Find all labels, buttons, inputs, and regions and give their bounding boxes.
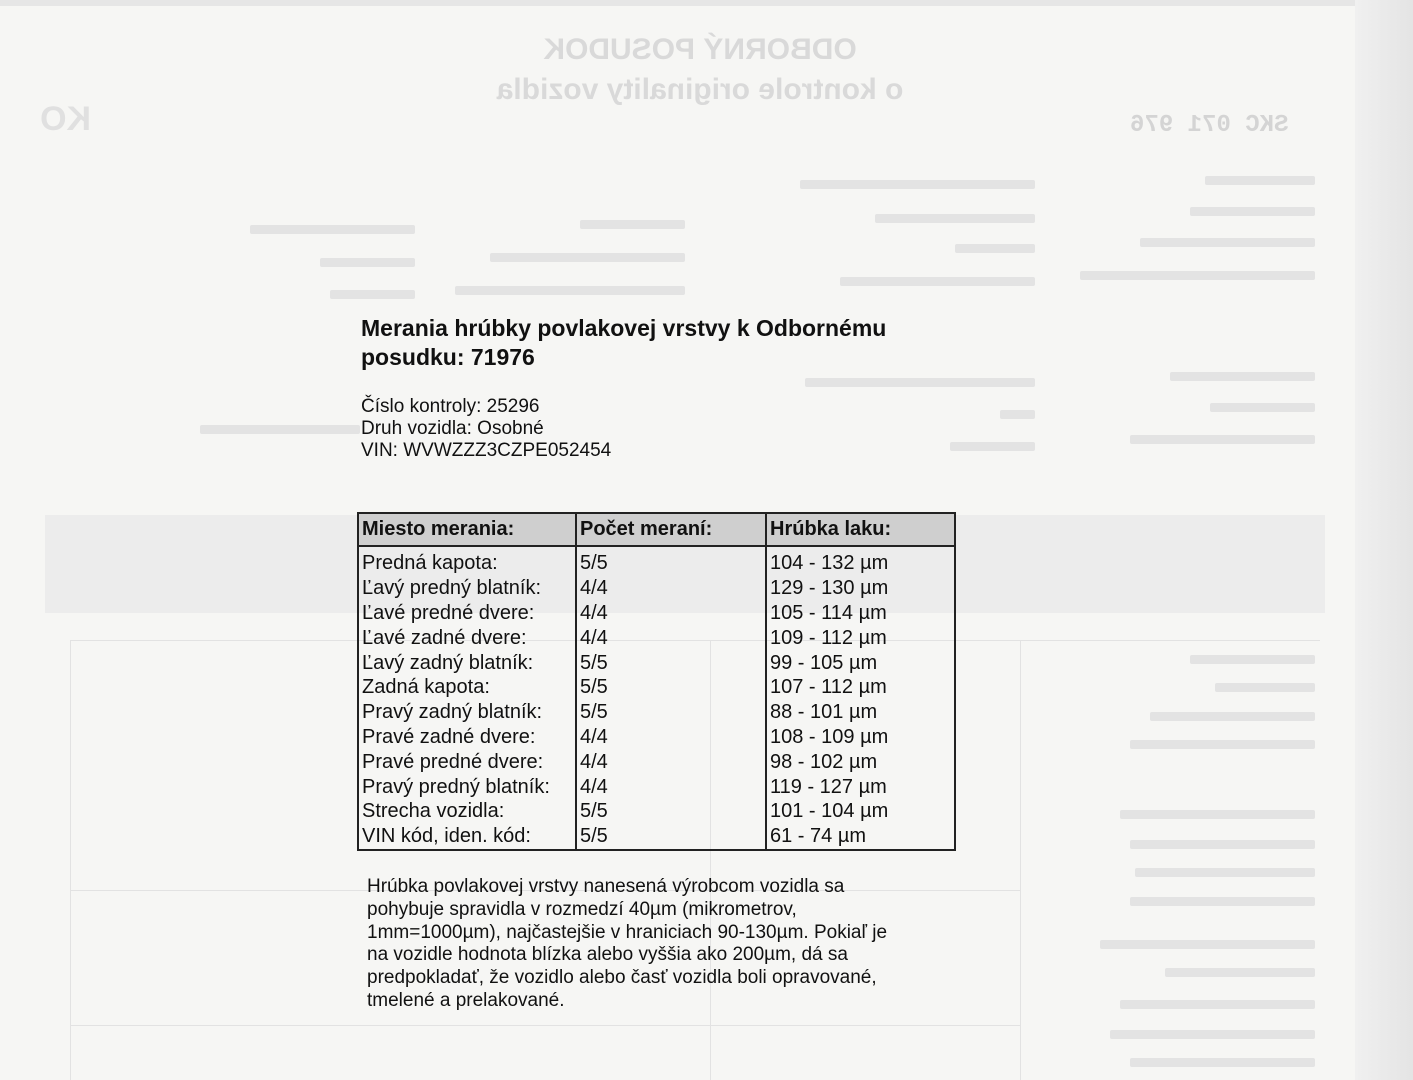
note-line: tmelené a prelakované. — [367, 989, 565, 1011]
note-line: pohybuje spravidla v rozmedzí 40µm (mikrometrov, — [367, 898, 797, 920]
cell-location: Ľavý predný blatník: — [358, 576, 576, 601]
measurement-table — [357, 512, 956, 851]
cell-count: 4/4 — [576, 601, 766, 626]
ghost-text-line — [1130, 1058, 1315, 1067]
table-row — [358, 749, 955, 774]
cell-thickness: 109 - 112 µm — [766, 625, 955, 650]
ghost-text-line — [1150, 712, 1315, 721]
ghost-text-line — [580, 220, 685, 229]
cell-count: 5/5 — [576, 675, 766, 700]
ghost-text-line — [1130, 897, 1315, 906]
scan-top-edge — [0, 0, 1413, 6]
cell-location: Pravé zadné dvere: — [358, 725, 576, 750]
table-row — [358, 824, 955, 850]
cell-location: Ľavé predné dvere: — [358, 601, 576, 626]
table-row — [358, 625, 955, 650]
ghost-text-line — [1190, 655, 1315, 664]
ghost-text-line — [1205, 176, 1315, 185]
table-row — [358, 650, 955, 675]
table-row — [358, 774, 955, 799]
ghost-text-line — [1140, 238, 1315, 247]
cell-count: 5/5 — [576, 650, 766, 675]
cell-location: Predná kapota: — [358, 546, 576, 576]
cell-thickness: 105 - 114 µm — [766, 601, 955, 626]
inspection-number: Číslo kontroly: 25296 — [361, 396, 540, 417]
ghost-text-line — [250, 225, 415, 234]
ghost-table-line — [70, 1025, 1020, 1026]
cell-thickness: 104 - 132 µm — [766, 546, 955, 576]
ghost-text-line — [1190, 207, 1315, 216]
ghost-text-line — [1130, 740, 1315, 749]
table-header-row — [358, 513, 955, 546]
cell-count: 4/4 — [576, 625, 766, 650]
header-location: Miesto merania: — [358, 513, 576, 546]
ghost-text-line — [1120, 810, 1315, 819]
cell-thickness: 88 - 101 µm — [766, 700, 955, 725]
cell-count: 4/4 — [576, 774, 766, 799]
header-thickness: Hrúbka laku: — [766, 513, 955, 546]
ghost-text-line — [1130, 435, 1315, 444]
cell-thickness: 107 - 112 µm — [766, 675, 955, 700]
cell-count: 5/5 — [576, 546, 766, 576]
ghost-text-line — [1130, 840, 1315, 849]
ghost-text-line — [875, 214, 1035, 223]
ghost-title-line: o kontrole originality vozidla — [496, 73, 904, 106]
explanatory-note — [367, 876, 987, 1013]
table-row — [358, 799, 955, 824]
table-row — [358, 601, 955, 626]
cell-thickness: 119 - 127 µm — [766, 774, 955, 799]
cell-location: Ľavý zadný blatník: — [358, 650, 576, 675]
ghost-text-line — [1000, 410, 1035, 419]
ghost-text-line — [1135, 868, 1315, 877]
cell-thickness: 99 - 105 µm — [766, 650, 955, 675]
measurement-report — [361, 314, 1001, 1011]
table-row — [358, 546, 955, 576]
vin-number: VIN: WVWZZZ3CZPE052454 — [361, 440, 612, 461]
note-line: Hrúbka povlakovej vrstvy nanesená výrobcom vozidla sa — [367, 876, 845, 897]
cell-thickness: 61 - 74 µm — [766, 824, 955, 850]
cell-location: Ľavé zadné dvere: — [358, 625, 576, 650]
cell-thickness: 98 - 102 µm — [766, 749, 955, 774]
header-count: Počet meraní: — [576, 513, 766, 546]
cell-count: 5/5 — [576, 824, 766, 850]
ghost-text-line — [1100, 940, 1315, 949]
vehicle-type: Druh vozidla: Osobné — [361, 418, 544, 439]
table-row — [358, 700, 955, 725]
ghost-text-line — [1215, 683, 1315, 692]
cell-count: 4/4 — [576, 749, 766, 774]
ghost-code: SKC 071 976 — [1130, 112, 1289, 139]
ghost-text-line — [1080, 271, 1315, 280]
note-line: predpokladať, že vozidlo alebo časť vozidla boli opravované, — [367, 967, 877, 989]
cell-location: Pravý predný blatník: — [358, 774, 576, 799]
table-row — [358, 675, 955, 700]
cell-thickness: 101 - 104 µm — [766, 799, 955, 824]
note-line: na vozidle hodnota blízka alebo vyššia ako 200µm, dá sa — [367, 944, 848, 966]
cell-count: 4/4 — [576, 576, 766, 601]
report-title: Merania hrúbky povlakovej vrstvy k Odbornému posudku: 71976 — [361, 315, 887, 370]
cell-location: Pravý zadný blatník: — [358, 700, 576, 725]
ghost-text-line — [1170, 372, 1315, 381]
ghost-title-line: ODBORNÝ POSUDOK — [543, 33, 857, 66]
ghost-text-line — [490, 253, 685, 262]
ghost-table-line — [1020, 640, 1021, 1080]
ghost-title — [470, 30, 930, 110]
cell-thickness: 108 - 109 µm — [766, 725, 955, 750]
ghost-text-line — [800, 180, 1035, 189]
ghost-text-line — [1210, 403, 1315, 412]
ghost-text-line — [840, 277, 1035, 286]
ghost-text-line — [320, 258, 415, 267]
cell-count: 5/5 — [576, 799, 766, 824]
cell-thickness: 129 - 130 µm — [766, 576, 955, 601]
ghost-text-line — [330, 290, 415, 299]
ghost-text-line — [455, 286, 685, 295]
ghost-text-line — [1120, 1000, 1315, 1009]
table-row — [358, 576, 955, 601]
ghost-text-line — [200, 425, 360, 434]
ghost-table-line — [70, 640, 71, 1080]
ghost-text-line — [1165, 968, 1315, 977]
note-line: 1mm=1000µm), najčastejšie v hraniciach 90-130µm. Pokiaľ je — [367, 921, 888, 943]
ghost-ko-mark: KO — [40, 100, 91, 138]
cell-count: 4/4 — [576, 725, 766, 750]
scan-right-edge — [1355, 0, 1413, 1080]
cell-location: Strecha vozidla: — [358, 799, 576, 824]
report-meta — [361, 396, 1001, 462]
table-row — [358, 725, 955, 750]
cell-count: 5/5 — [576, 700, 766, 725]
ghost-text-line — [955, 244, 1035, 253]
cell-location: VIN kód, iden. kód: — [358, 824, 576, 850]
ghost-text-line — [1110, 1030, 1315, 1039]
cell-location: Pravé predné dvere: — [358, 749, 576, 774]
cell-location: Zadná kapota: — [358, 675, 576, 700]
